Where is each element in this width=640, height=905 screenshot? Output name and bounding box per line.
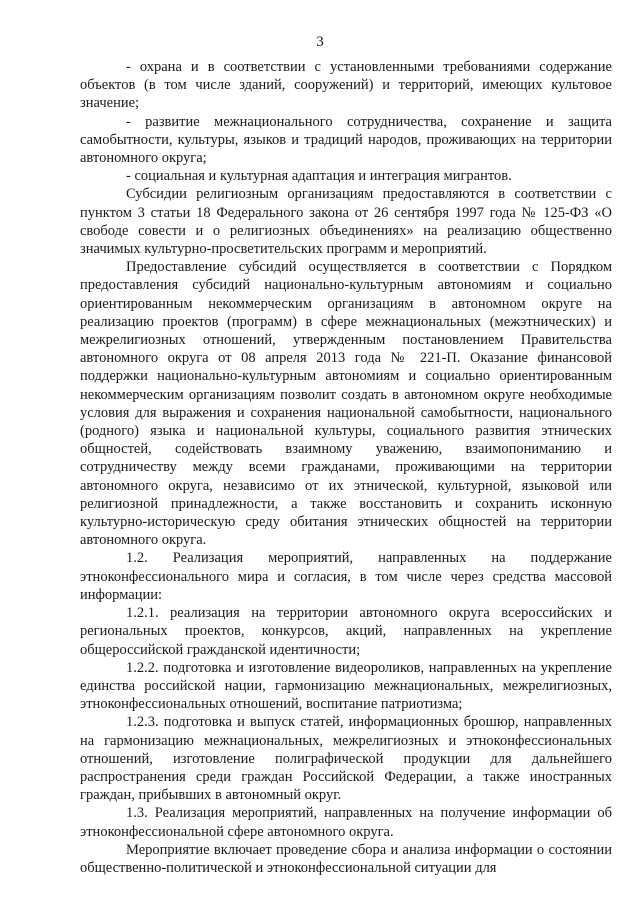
paragraph-subsidy-procedure: Предоставление субсидий осуществляется в соответствии с Порядком предоставления субсидий национально-культурным автономиям и социально ориентированным некоммерческим организациям в автономном округе на реализацию проектов (программ) в сфере межнациональных (межэтнических) и межрелигиозных отношений, утвержденным постановлением Правительства автономного округа от 08 апреля 2013 года № 221-П. Оказание финансовой поддержки национально-культурным автономиям и социально ориентированным некоммерческим организациям позволит создать в автономном округе необходимые условия для выражения и сохранения национальной самобытности, национального (родного) языка и национальной культуры, социального развития этнических общностей, содействовать взаимному уважению, взаимопониманию и сотрудничеству между всеми гражданами, проживающими на территории автономного округа, независимо от их этнической, культурной, языковой или религиозной принадлежности, а также восстановить и сохранить исконную культурно-историческую среду обитания этнических общностей на территории автономного округа. <box>80 259 612 549</box>
paragraph-event-description: Мероприятие включает проведение сбора и анализа информации о состоянии общественно-политической и этноконфессиональной ситуации для <box>80 841 612 876</box>
paragraph-religious-subsidies: Субсидии религиозным организациям предоставляются в соответствии с пунктом 3 статьи 18 Федерального закона от 26 сентября 1997 года № 125-ФЗ «О свободе совести и о религиозных объединениях» на реализацию общественно значимых культурно-просветительских программ и мероприятий. <box>80 186 612 258</box>
paragraph-section-1-3: 1.3. Реализация мероприятий, направленных на получение информации об этноконфессиональной сфере автономного округа. <box>80 805 612 840</box>
paragraph-section-1-2-3: 1.2.3. подготовка и выпуск статей, информационных брошюр, направленных на гармонизацию межнациональных, межрелигиозных и этноконфессиональных отношений, изготовление полиграфической продукции для дальнейшего распространения среди граждан Российской Федерации, а также иностранных граждан, прибывших в автономный округ. <box>80 714 612 804</box>
paragraph-migrant-adaptation: - социальная и культурная адаптация и интеграция мигрантов. <box>126 168 512 185</box>
paragraph-section-1-2-2: 1.2.2. подготовка и изготовление видеороликов, направленных на укрепление единства российской нации, гармонизацию межнациональных, межрелигиозных, этноконфессиональных отношений, воспитание патриотизма; <box>80 659 612 713</box>
page-number: 3 <box>316 34 324 50</box>
paragraph-interethnic-cooperation: - развитие межнационального сотрудничества, сохранение и защита самобытности, культуры, языков и традиций народов, проживающих на территории автономного округа; <box>80 113 612 167</box>
paragraph-section-1-2: 1.2. Реализация мероприятий, направленных на поддержание этноконфессионального мира и согласия, в том числе через средства массовой информации: <box>80 550 612 603</box>
paragraph-protection-of-religious-sites: - охрана и в соответствии с установленными требованиями содержание объектов (в том числе зданий, сооружений) и территорий, имеющих культовое значение; <box>80 59 612 112</box>
paragraph-section-1-2-1: 1.2.1. реализация на территории автономного округа всероссийских и региональных проектов, конкурсов, акций, направленных на укрепление общероссийской гражданской идентичности; <box>80 605 612 658</box>
document-body <box>80 58 612 877</box>
